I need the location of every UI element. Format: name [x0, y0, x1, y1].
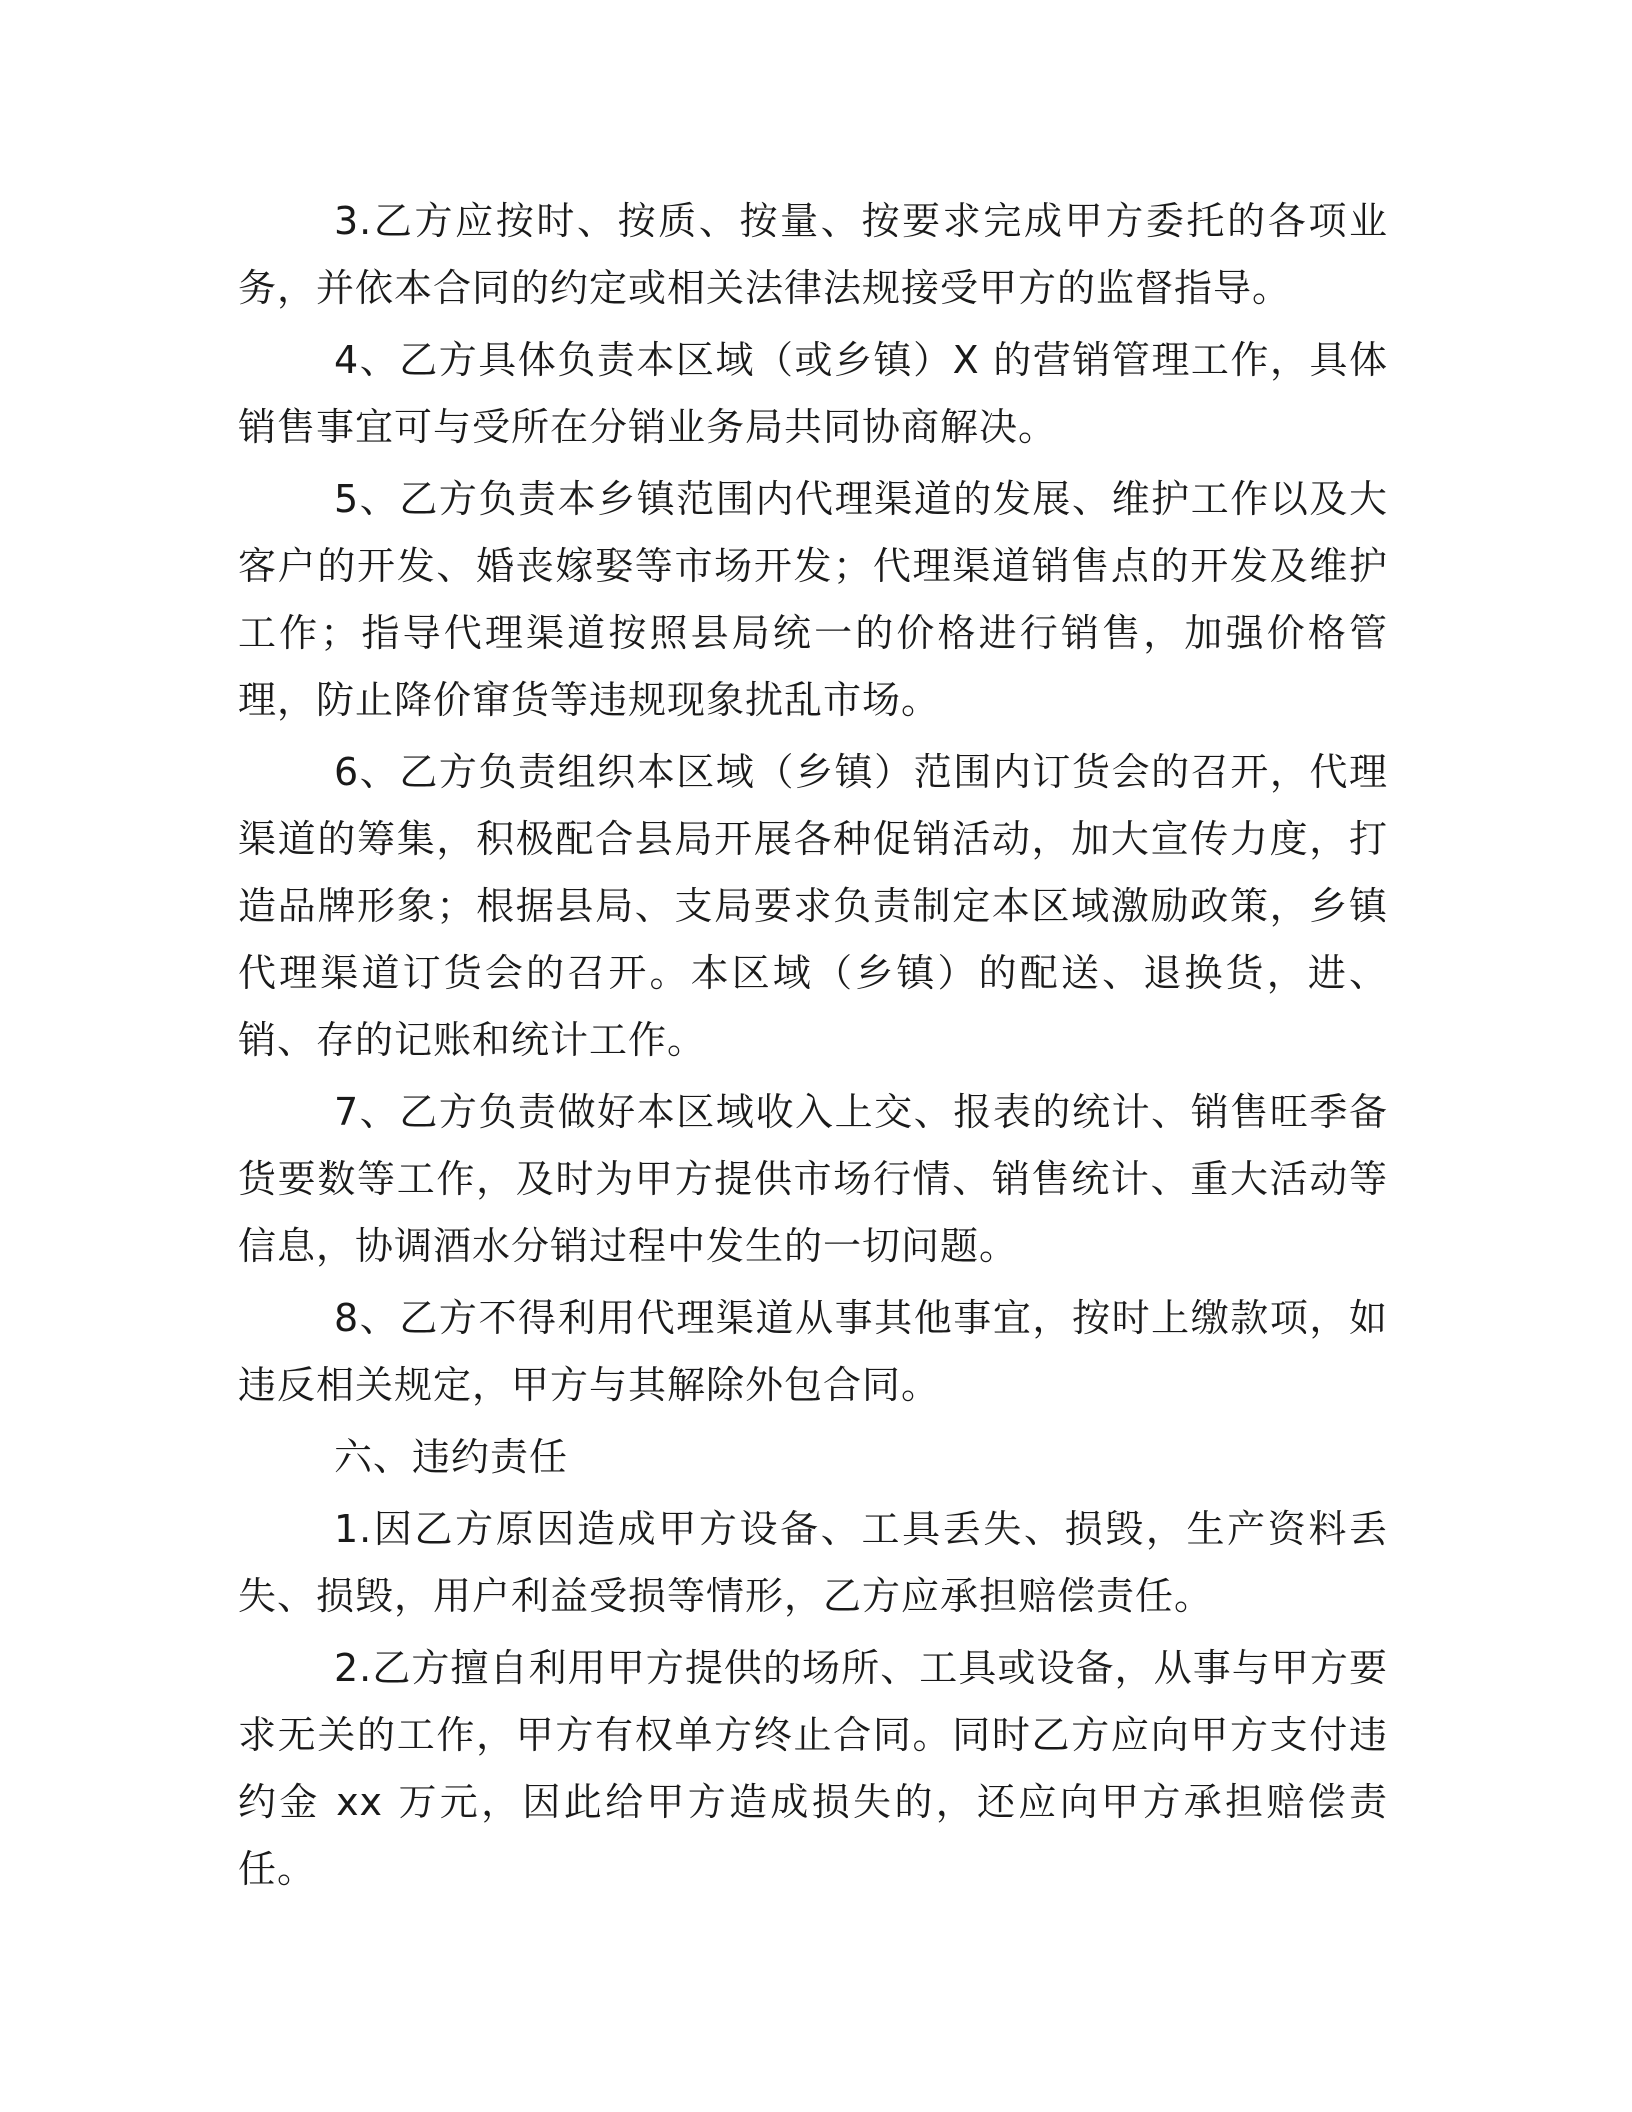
clause-8: 8、乙方不得利用代理渠道从事其他事宜，按时上缴款项，如违反相关规定，甲方与其解除外包合同。 [238, 1296, 1388, 1407]
section-heading-breach-liability: 六、违约责任 [334, 1435, 569, 1479]
document-body [238, 188, 1388, 1908]
clause-4: 4、乙方具体负责本区域（或乡镇）X 的营销管理工作，具体销售事宜可与受所在分销业务局共同协商解决。 [238, 338, 1388, 449]
clause-3: 3.乙方应按时、按质、按量、按要求完成甲方委托的各项业务，并依本合同的约定或相关法律法规接受甲方的监督指导。 [238, 199, 1388, 310]
liability-clause-1: 1.因乙方原因造成甲方设备、工具丢失、损毁，生产资料丢失、损毁，用户利益受损等情形，乙方应承担赔偿责任。 [238, 1507, 1388, 1618]
liability-clause-2: 2.乙方擅自利用甲方提供的场所、工具或设备，从事与甲方要求无关的工作，甲方有权单方终止合同。同时乙方应向甲方支付违约金 xx 万元，因此给甲方造成损失的，还应向甲方承担赔偿责任。 [238, 1646, 1388, 1891]
clause-5: 5、乙方负责本乡镇范围内代理渠道的发展、维护工作以及大客户的开发、婚丧嫁娶等市场开发；代理渠道销售点的开发及维护工作；指导代理渠道按照县局统一的价格进行销售，加强价格管理，防止降价窜货等违规现象扰乱市场。 [238, 477, 1388, 722]
clause-6: 6、乙方负责组织本区域（乡镇）范围内订货会的召开，代理渠道的筹集，积极配合县局开展各种促销活动，加大宣传力度，打造品牌形象；根据县局、支局要求负责制定本区域激励政策，乡镇代理渠道订货会的召开。本区域（乡镇）的配送、退换货，进、销、存的记账和统计工作。 [238, 750, 1388, 1062]
clause-7: 7、乙方负责做好本区域收入上交、报表的统计、销售旺季备货要数等工作，及时为甲方提供市场行情、销售统计、重大活动等信息，协调酒水分销过程中发生的一切问题。 [238, 1090, 1388, 1268]
